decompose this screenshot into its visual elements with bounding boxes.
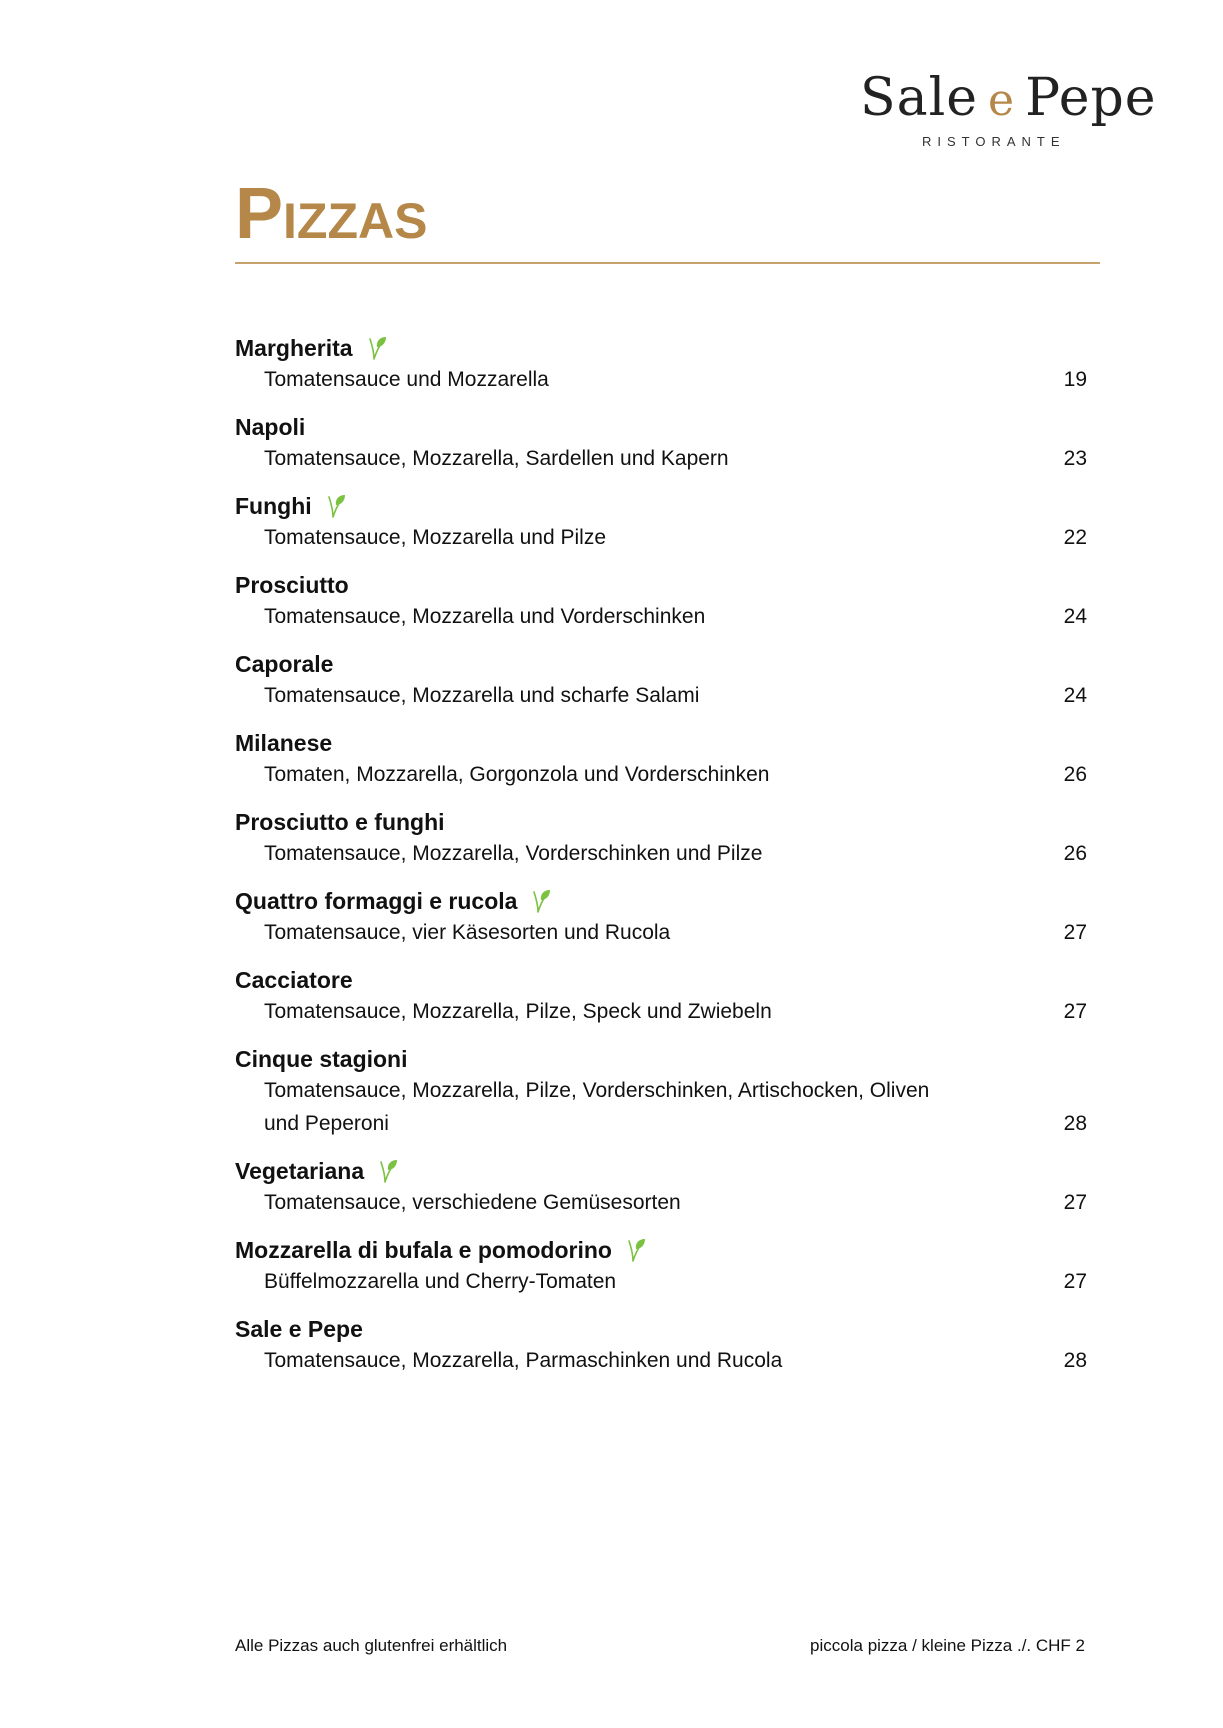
item-name: Milanese xyxy=(235,730,333,756)
menu-item xyxy=(235,965,1087,1028)
item-name: Prosciutto e funghi xyxy=(235,809,445,835)
logo-wordmark xyxy=(860,62,1157,137)
vegetarian-leaf-icon xyxy=(624,1237,646,1263)
item-name: Cinque stagioni xyxy=(235,1046,408,1072)
vegetarian-leaf-icon xyxy=(376,1158,398,1184)
footer-small-pizza-note: piccola pizza / kleine Pizza ./. CHF 2 xyxy=(810,1636,1085,1655)
menu-item xyxy=(235,807,1087,870)
item-description: Tomatensauce, Mozzarella, Vorderschinken und Pilze xyxy=(264,842,763,865)
menu-item xyxy=(235,491,1087,554)
item-name: Cacciatore xyxy=(235,967,353,993)
item-description: Tomatensauce, verschiedene Gemüsesorten xyxy=(264,1191,681,1214)
item-description: Tomatensauce und Mozzarella xyxy=(264,368,549,391)
item-description: Tomaten, Mozzarella, Gorgonzola und Vorderschinken xyxy=(264,763,770,786)
item-price: 26 xyxy=(1063,842,1087,865)
menu-item xyxy=(235,649,1087,712)
item-description: Tomatensauce, Mozzarella, Parmaschinken und Rucola xyxy=(264,1349,783,1372)
item-name: Vegetariana xyxy=(235,1158,365,1184)
item-name: Margherita xyxy=(235,335,353,361)
logo-word-pepe: Pepe xyxy=(1025,68,1157,128)
item-name: Prosciutto xyxy=(235,572,349,598)
menu-item xyxy=(235,1156,1087,1219)
item-price: 22 xyxy=(1063,526,1087,549)
item-description: Tomatensauce, Mozzarella, Pilze, Vorderschinken, Artischocken, Oliven und Peperoni xyxy=(264,1079,930,1135)
item-price: 24 xyxy=(1063,684,1087,707)
footer xyxy=(235,1636,1085,1656)
item-price: 28 xyxy=(1063,1349,1087,1372)
item-price: 28 xyxy=(1063,1112,1087,1135)
item-price: 27 xyxy=(1063,1191,1087,1214)
menu-item xyxy=(235,412,1087,475)
menu-item xyxy=(235,1044,1087,1140)
title-divider xyxy=(235,262,1100,264)
item-description: Büffelmozzarella und Cherry-Tomaten xyxy=(264,1270,617,1293)
footer-gluten-note: Alle Pizzas auch glutenfrei erhältlich xyxy=(235,1636,508,1655)
item-name: Sale e Pepe xyxy=(235,1316,363,1342)
logo-word-sale: Sale xyxy=(860,68,979,128)
item-price: 27 xyxy=(1063,1270,1087,1293)
item-description: Tomatensauce, Mozzarella und Vorderschinken xyxy=(264,605,706,628)
vegetarian-leaf-icon xyxy=(365,335,387,361)
item-price: 24 xyxy=(1063,605,1087,628)
item-description: Tomatensauce, vier Käsesorten und Rucola xyxy=(264,921,671,944)
item-price: 26 xyxy=(1063,763,1087,786)
page-title: Pizzas xyxy=(235,174,428,254)
menu-item xyxy=(235,1235,1087,1298)
item-name: Funghi xyxy=(235,493,312,519)
item-description: Tomatensauce, Mozzarella, Pilze, Speck und Zwiebeln xyxy=(264,1000,772,1023)
item-price: 23 xyxy=(1063,447,1087,470)
item-name: Napoli xyxy=(235,414,306,440)
pizza-list xyxy=(235,333,1087,1393)
menu-item xyxy=(235,728,1087,791)
item-name: Mozzarella di bufala e pomodorino xyxy=(235,1237,612,1263)
item-description: Tomatensauce, Mozzarella und scharfe Salami xyxy=(264,684,700,707)
vegetarian-leaf-icon xyxy=(529,888,551,914)
item-description: Tomatensauce, Mozzarella, Sardellen und Kapern xyxy=(264,447,729,470)
item-name: Quattro formaggi e rucola xyxy=(235,888,518,914)
item-name: Caporale xyxy=(235,651,334,677)
menu-item xyxy=(235,333,1087,396)
logo-word-e: e xyxy=(988,75,1016,126)
logo-subtitle: RISTORANTE xyxy=(922,134,1066,149)
vegetarian-leaf-icon xyxy=(324,493,346,519)
restaurant-logo xyxy=(860,62,1157,152)
item-price: 27 xyxy=(1063,1000,1087,1023)
menu-item xyxy=(235,1314,1087,1377)
menu-item xyxy=(235,570,1087,633)
item-price: 27 xyxy=(1063,921,1087,944)
item-price: 19 xyxy=(1063,368,1087,391)
menu-item xyxy=(235,886,1087,949)
item-description: Tomatensauce, Mozzarella und Pilze xyxy=(264,526,607,549)
